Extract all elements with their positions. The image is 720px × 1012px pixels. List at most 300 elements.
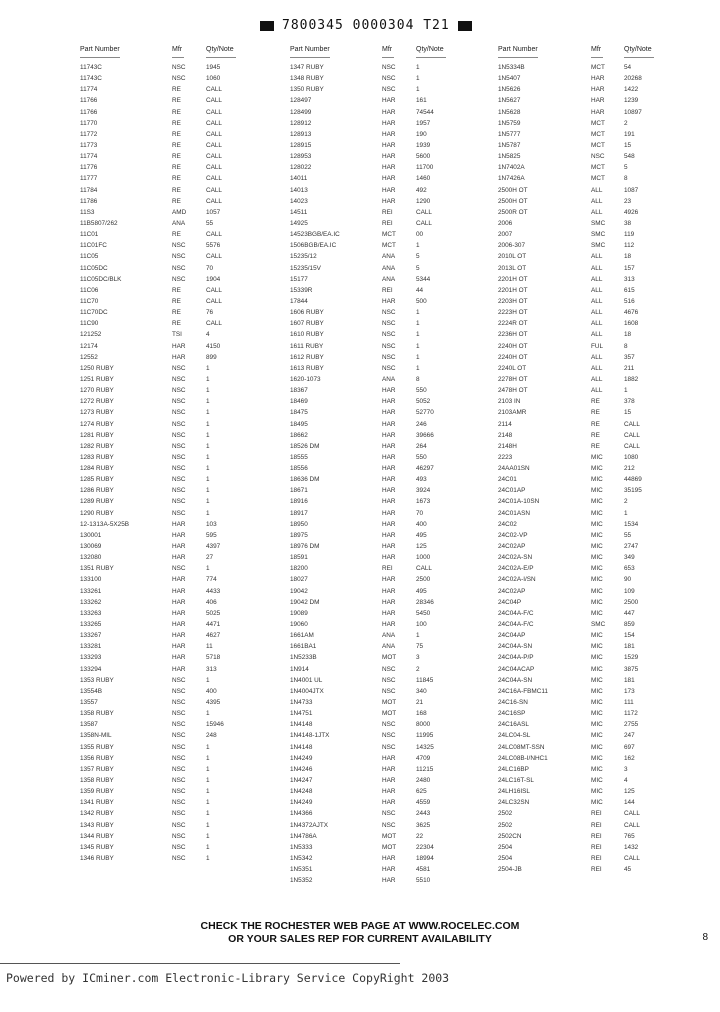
part-row [498,129,703,140]
part-number: 2502CN [498,832,522,840]
part-row [498,229,703,240]
manufacturer: REI [591,854,602,862]
manufacturer: NSC [382,687,396,695]
part-number: 2502 [498,821,513,829]
part-number: 24LC32SN [498,799,530,807]
manufacturer: MOT [382,832,397,840]
qty-note: 550 [416,387,427,395]
part-number: 1N5407 [498,75,521,83]
part-number: 1355 RUBY [80,743,114,751]
manufacturer: NSC [172,765,186,773]
part-row [498,474,703,485]
manufacturer: MIC [591,654,603,662]
part-number: 2504 [498,843,513,851]
part-row [498,508,703,519]
part-row [80,296,280,307]
part-row [290,140,490,151]
part-row [290,263,490,274]
manufacturer: MCT [591,175,605,183]
qty-note: 1422 [624,86,639,94]
manufacturer: NSC [382,743,396,751]
part-number: 1251 RUBY [80,375,114,383]
part-row [290,151,490,162]
manufacturer: NSC [172,699,186,707]
header-qty-note: Qty/Note [416,46,444,53]
qty-note: 1 [206,832,210,840]
manufacturer: HAR [382,487,396,495]
part-number: 1341 RUBY [80,799,114,807]
part-row [290,530,490,541]
qty-note: 75 [416,643,424,651]
qty-note: 313 [206,665,217,673]
part-number: 18367 [290,387,308,395]
header-underline [172,57,184,58]
qty-note: 1 [416,64,420,71]
manufacturer: RE [172,175,181,183]
qty-note: 74544 [416,108,434,116]
manufacturer: ALL [591,208,603,216]
part-number: 133294 [80,665,102,673]
document-code [252,18,480,33]
part-row [80,374,280,385]
part-row [498,62,703,73]
part-number: 24C02AP [498,587,526,595]
qty-note: 3 [624,765,628,773]
qty-note: 00 [416,231,424,239]
part-number: 1N4148-1JTX [290,732,330,740]
manufacturer: MCT [591,119,605,127]
part-number: 128499 [290,108,312,116]
part-number: 18200 [290,565,308,573]
part-number: 132080 [80,554,102,562]
manufacturer: ALL [591,320,603,328]
manufacturer: ALL [591,331,603,339]
qty-note: 103 [206,520,217,528]
manufacturer: NSC [172,509,186,517]
column-header [80,44,280,62]
part-number: 1285 RUBY [80,476,114,484]
part-row [498,218,703,229]
qty-note: CALL [416,208,432,216]
manufacturer: MCT [591,141,605,149]
qty-note: 1 [206,476,210,484]
part-row [498,329,703,340]
part-number: 133262 [80,598,102,606]
part-row [498,563,703,574]
part-number: 1661AM [290,632,314,640]
manufacturer: NSC [382,732,396,740]
part-number: 1N7402A [498,164,525,172]
qty-note: 1 [206,710,210,718]
part-row [290,73,490,84]
part-number: 1273 RUBY [80,409,114,417]
manufacturer: ALL [591,253,603,261]
qty-note: 18 [624,253,632,261]
manufacturer: NSC [382,665,396,673]
manufacturer: SMC [591,242,606,250]
part-row [80,185,280,196]
qty-note: CALL [624,810,640,818]
qty-note: 1087 [624,186,639,194]
powered-by-text: Powered by ICminer.com Electronic-Library Service CopyRight 2003 [6,971,450,985]
part-row [498,173,703,184]
part-row [290,586,490,597]
manufacturer: RE [172,86,181,94]
qty-note: 1 [416,342,420,350]
manufacturer: HAR [382,431,396,439]
qty-note: 1 [206,509,210,517]
qty-note: 1060 [206,75,221,83]
qty-note: 1 [416,86,420,94]
part-number: 11770 [80,119,98,127]
part-row [498,730,703,741]
part-row [290,719,490,730]
part-number: 1347 RUBY [290,64,324,71]
qty-note: 10897 [624,108,642,116]
manufacturer: HAR [382,141,396,149]
qty-note: 1 [624,387,628,395]
part-number: 24C16SP [498,710,526,718]
qty-note: 39666 [416,431,434,439]
part-number: 133261 [80,587,102,595]
manufacturer: HAR [172,353,186,361]
barcode-mark [260,21,274,31]
qty-note: 653 [624,565,635,573]
part-row [498,586,703,597]
manufacturer: ALL [591,275,603,283]
part-number: 128913 [290,130,312,138]
manufacturer: REI [591,843,602,851]
manufacturer: HAR [382,442,396,450]
manufacturer: HAR [382,498,396,506]
part-number: 24C04P [498,598,522,606]
part-row [498,842,703,853]
part-number: 1N914 [290,665,309,673]
manufacturer: MIC [591,520,603,528]
qty-note: 212 [624,465,635,473]
part-row [290,708,490,719]
manufacturer: HAR [382,531,396,539]
part-number: 2006 [498,219,513,227]
qty-note: 44 [416,286,424,294]
part-row [290,196,490,207]
part-number: 2114 [498,420,512,428]
part-number: 24LC16T-SL [498,777,534,784]
part-row [290,608,490,619]
part-row [80,641,280,652]
manufacturer: HAR [172,543,186,551]
qty-note: 5718 [206,654,221,662]
qty-note: 357 [624,353,635,361]
part-number: 11772 [80,130,98,138]
qty-note: 4676 [624,309,639,317]
part-row [290,519,490,530]
notice-line-2: OR YOUR SALES REP FOR CURRENT AVAILABILITY [228,933,492,945]
part-row [80,385,280,396]
manufacturer: HAR [382,465,396,473]
part-row [290,842,490,853]
part-row [80,463,280,474]
header-mfr: Mfr [382,46,393,53]
part-row [290,173,490,184]
qty-note: 18994 [416,854,434,862]
qty-note: 4397 [206,543,221,551]
part-row [80,753,280,764]
part-number: 2006-307 [498,242,526,250]
manufacturer: ALL [591,309,603,317]
part-row [80,474,280,485]
part-number: 2240H OT [498,353,528,361]
part-row [498,162,703,173]
part-number: 1350 RUBY [290,86,324,94]
qty-note: CALL [206,297,222,305]
manufacturer: RE [591,398,600,406]
part-number: 24C01AP [498,487,526,495]
manufacturer: RE [172,153,181,161]
qty-note: 1 [206,453,210,461]
part-row [498,463,703,474]
part-row [290,218,490,229]
qty-note: 1 [416,320,420,328]
qty-note: CALL [206,286,222,294]
part-number: 1344 RUBY [80,832,114,840]
part-number: 1357 RUBY [80,765,114,773]
manufacturer: RE [172,286,181,294]
manufacturer: NSC [172,710,186,718]
part-row [290,240,490,251]
qty-note: CALL [206,130,222,138]
qty-note: 4395 [206,699,221,707]
qty-note: 28346 [416,598,434,606]
qty-note: 1 [416,75,420,83]
part-number: 1611 RUBY [290,342,324,350]
manufacturer: REI [591,821,602,829]
part-number: 2502 [498,810,513,818]
part-number: 24C04ACAP [498,665,535,673]
manufacturer: HAR [382,777,396,784]
qty-note: 550 [416,453,427,461]
part-number: 1N5626 [498,86,521,94]
part-row [290,775,490,786]
part-number: 24C02A-E/P [498,565,534,573]
manufacturer: NSC [172,387,186,395]
part-row [290,875,490,886]
part-row [498,352,703,363]
header-qty-note: Qty/Note [624,46,652,53]
part-number: 24C02 [498,520,517,528]
qty-note: 90 [624,576,632,584]
part-row [498,719,703,730]
part-row [290,307,490,318]
qty-note: 168 [416,710,427,718]
part-row [290,207,490,218]
part-row [290,541,490,552]
manufacturer: AMD [172,208,187,216]
part-number: 1281 RUBY [80,431,114,439]
part-row [290,396,490,407]
manufacturer: SMC [591,231,606,239]
part-row [80,430,280,441]
qty-note: CALL [624,431,640,439]
parts-column-1 [80,44,280,864]
part-number: 24C04A-SN [498,676,533,684]
part-number: 2224R OT [498,320,528,328]
manufacturer: NSC [382,821,396,829]
manufacturer: ALL [591,375,603,383]
qty-note: 774 [206,576,217,584]
qty-note: 144 [624,799,635,807]
part-number: 19042 [290,587,308,595]
manufacturer: RE [172,197,181,205]
part-number: 18526 DM [290,442,320,450]
manufacturer: SMC [591,621,606,629]
manufacturer: MIC [591,643,603,651]
qty-note: 1080 [624,453,639,461]
manufacturer: HAR [591,86,605,94]
part-row [290,341,490,352]
part-row [80,441,280,452]
qty-note: 4926 [624,208,639,216]
qty-note: 1000 [416,554,431,562]
header-mfr: Mfr [591,46,602,53]
qty-note: 70 [416,509,424,517]
qty-note: 2443 [416,810,431,818]
qty-note: 22304 [416,843,434,851]
part-row [80,808,280,819]
part-row [290,864,490,875]
part-row [80,842,280,853]
manufacturer: MIC [591,531,603,539]
qty-note: 493 [416,476,427,484]
part-number: 1346 RUBY [80,854,114,862]
qty-note: 1 [206,821,210,829]
manufacturer: RE [591,442,600,450]
part-row [498,396,703,407]
manufacturer: ALL [591,297,603,305]
qty-note: 2500 [416,576,431,584]
part-number: 2148 [498,431,513,439]
manufacturer: HAR [591,75,605,83]
part-number: 24LC16BP [498,765,529,773]
part-row [498,341,703,352]
part-number: 133265 [80,621,102,629]
part-number: 2504-JB [498,866,522,874]
part-number: 2240L OT [498,364,527,372]
part-row [290,474,490,485]
part-number: 12552 [80,353,98,361]
qty-note: 1 [416,353,420,361]
qty-note: 52770 [416,409,434,417]
part-number: 1N7426A [498,175,525,183]
manufacturer: ALL [591,286,603,294]
part-number: 18662 [290,431,308,439]
manufacturer: RE [172,231,181,239]
part-row [290,664,490,675]
qty-note: 247 [624,732,635,740]
manufacturer: HAR [382,476,396,484]
part-row [290,730,490,741]
qty-note: 1939 [416,141,431,149]
part-number: 1N4148 [290,743,313,751]
part-number: 18671 [290,487,308,495]
page-number: 8 [702,932,708,943]
qty-note: 11700 [416,164,434,172]
part-number: 2278H OT [498,375,528,383]
part-number: 1N4733 [290,699,313,707]
qty-note: 4433 [206,587,221,595]
part-number: 1N5628 [498,108,521,116]
column-header [290,44,490,62]
manufacturer: HAR [172,621,186,629]
part-row [80,664,280,675]
part-number: 13587 [80,721,98,729]
manufacturer: FUL [591,342,604,350]
part-number: 14523BGB/EA.IC [290,231,340,239]
qty-note: 21 [416,699,424,707]
part-number: 1N5333 [290,843,313,851]
manufacturer: REI [382,208,393,216]
part-row [498,853,703,864]
manufacturer: MCT [382,231,396,239]
qty-note: 264 [416,442,427,450]
manufacturer: NSC [172,453,186,461]
part-row [290,229,490,240]
manufacturer: RE [172,108,181,116]
part-number: 11766 [80,108,98,116]
part-number: 11S3 [80,208,95,216]
manufacturer: MIC [591,465,603,473]
part-row [290,296,490,307]
part-number: 1348 RUBY [290,75,324,83]
part-number: 128022 [290,164,312,172]
part-row [498,485,703,496]
qty-note: 2480 [416,777,431,784]
part-number: 11B5807/262 [80,219,118,227]
part-number: 1612 RUBY [290,353,324,361]
part-row [80,786,280,797]
manufacturer: MIC [591,754,603,762]
qty-note: CALL [206,97,222,105]
part-number: 24LH16ISL [498,788,530,796]
part-row [80,285,280,296]
part-number: 12-1313A-5X25B [80,520,130,528]
manufacturer: HAR [382,765,396,773]
part-row [80,597,280,608]
manufacturer: MIC [591,777,603,784]
qty-note: 4471 [206,621,221,629]
manufacturer: MIC [591,543,603,551]
qty-note: 11995 [416,732,434,740]
part-number: 128953 [290,153,312,161]
qty-note: CALL [206,108,222,116]
manufacturer: NSC [172,409,186,417]
qty-note: 495 [416,531,427,539]
manufacturer: HAR [382,420,396,428]
part-row [80,541,280,552]
manufacturer: NSC [172,264,186,272]
part-number: 11C01FC [80,242,107,250]
part-row [290,441,490,452]
part-number: 2103AMR [498,409,527,417]
qty-note: 11215 [416,765,434,773]
part-row [290,574,490,585]
part-number: 1N5627 [498,97,521,105]
part-number: 1351 RUBY [80,565,114,573]
part-row [498,641,703,652]
qty-note: CALL [206,153,222,161]
part-row [290,675,490,686]
manufacturer: RE [172,309,181,317]
